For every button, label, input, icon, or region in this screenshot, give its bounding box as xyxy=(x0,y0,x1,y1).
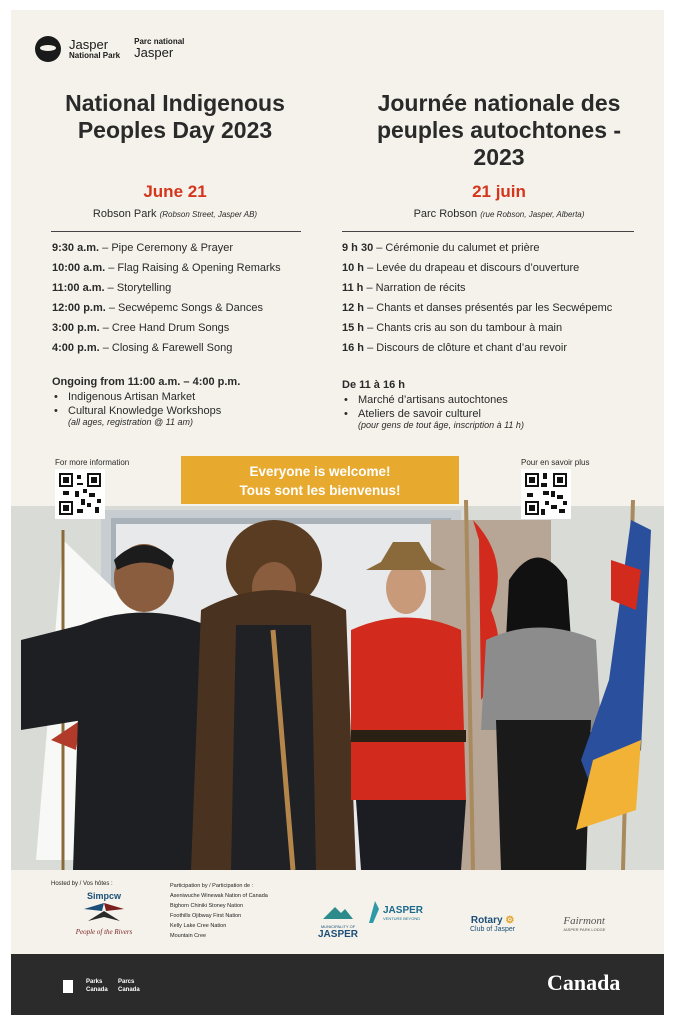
participant: Foothills Ojibway First Nation xyxy=(170,913,242,919)
hosts-label: Hosted by / Vos hôtes : xyxy=(51,881,113,887)
ongoing-heading: Ongoing from 11:00 a.m. – 4:00 p.m. xyxy=(52,376,241,388)
schedule-event: – Chants cris au son du tambour à main xyxy=(364,322,563,334)
participant: Aseniwuche Winewak Nation of Canada xyxy=(170,893,268,899)
schedule-item xyxy=(52,261,281,281)
schedule-time: 11:00 a.m. xyxy=(52,282,105,294)
title-en: National Indigenous Peoples Day 2023 xyxy=(65,90,285,143)
schedule-event: – Pipe Ceremony & Prayer xyxy=(99,242,233,254)
fairmont-logo xyxy=(563,915,605,932)
date-fr: 21 juin xyxy=(472,182,526,201)
more-info-fr: Pour en savoir plus xyxy=(521,458,590,467)
schedule-event: – Storytelling xyxy=(104,282,172,294)
schedule-fr xyxy=(342,241,612,361)
simpcw-tagline: People of the Rivers xyxy=(75,928,133,936)
participant: Bighorn Chiniki Stoney Nation xyxy=(170,903,244,909)
schedule-item xyxy=(342,261,612,281)
parks-canada-en: Parks Canada xyxy=(86,979,108,993)
municipality-logo xyxy=(318,905,358,940)
rotary-wheel-icon: ⚙ xyxy=(505,915,515,926)
schedule-time: 12 h xyxy=(342,302,365,314)
schedule-event: – Discours de clôture et chant d’au revoir xyxy=(364,342,568,354)
jasper-national-park-logo xyxy=(35,36,184,62)
municipality-name: JASPER xyxy=(318,929,359,940)
participants xyxy=(170,881,268,941)
schedule-event: – Cérémonie du calumet et prière xyxy=(373,242,540,254)
schedule-item xyxy=(52,341,281,361)
rotary-sub: Club of Jasper xyxy=(470,926,516,933)
tourism-name: JASPER xyxy=(383,905,424,916)
schedule-item xyxy=(342,241,612,261)
ongoing-heading: De 11 à 16 h xyxy=(342,379,405,391)
schedule-item xyxy=(342,281,612,301)
feather-icon xyxy=(74,901,134,923)
divider-fr xyxy=(342,231,634,232)
schedule-time: 9:30 a.m. xyxy=(52,242,100,254)
location-en xyxy=(25,208,325,220)
schedule-time: 12:00 p.m. xyxy=(52,302,106,314)
schedule-time: 3:00 p.m. xyxy=(52,322,100,334)
location-en-detail: (Robson Street, Jasper AB) xyxy=(159,210,258,219)
fairmont-sub: JASPER PARK LODGE xyxy=(563,927,606,932)
rotary-name: Rotary xyxy=(470,915,503,926)
schedule-event: – Narration de récits xyxy=(363,282,466,294)
schedule-event: – Chants et danses présentés par les Secwépemc xyxy=(364,302,613,314)
ongoing-item: • Cultural Knowledge Workshops xyxy=(52,405,240,417)
municipality-sub: MUNICIPALITY OF xyxy=(320,924,356,929)
ongoing-item: • Indigenous Artisan Market xyxy=(52,391,240,403)
schedule-time: 10 h xyxy=(342,262,365,274)
participation-label: Participation by / Participation de : xyxy=(170,883,254,889)
participant: Kelly Lake Cree Nation xyxy=(170,923,227,929)
ongoing-note: (pour gens de tout âge, inscription à 11 h) xyxy=(358,420,524,430)
date-en: June 21 xyxy=(143,182,207,201)
welcome-fr: Tous sont les bienvenus! xyxy=(239,483,401,498)
schedule-item xyxy=(342,301,612,321)
divider-en xyxy=(51,231,301,232)
logo-en-name: Jasper xyxy=(69,36,109,52)
parks-canada-signature xyxy=(58,978,146,994)
simpcw-name: Simpcw xyxy=(86,891,121,901)
schedule-time: 16 h xyxy=(342,342,365,354)
parks-beaver-icon xyxy=(35,36,61,62)
schedule-item xyxy=(52,321,281,341)
more-info-en: For more information xyxy=(55,458,130,467)
schedule-event: – Levée du drapeau et discours d’ouverture xyxy=(364,262,580,274)
schedule-event: – Closing & Farewell Song xyxy=(99,342,233,354)
schedule-item xyxy=(342,341,612,361)
schedule-event: – Secwépemc Songs & Dances xyxy=(105,302,263,314)
qr-icon xyxy=(57,471,103,517)
canada-flag-icon xyxy=(58,980,78,993)
location-en-name: Robson Park xyxy=(92,208,157,220)
location-fr-detail: (rue Robson, Jasper, Alberta) xyxy=(480,210,585,219)
fairmont-name: Fairmont xyxy=(563,915,605,927)
location-fr xyxy=(349,208,649,220)
qr-code-en[interactable] xyxy=(55,469,105,519)
hosts-section xyxy=(11,877,664,955)
tourism-mark-icon xyxy=(367,901,381,923)
mountain-icon xyxy=(323,905,353,919)
logo-fr-sub: Parc national xyxy=(134,36,185,46)
logo-en-sub: National Park xyxy=(69,50,121,60)
schedule-item xyxy=(342,321,612,341)
event-photo xyxy=(11,500,664,870)
simpcw-logo xyxy=(59,891,149,936)
title-fr: Journée nationale des peuples autochtones - 2023 xyxy=(376,90,622,170)
schedule-item xyxy=(52,301,281,321)
ongoing-en xyxy=(52,376,240,427)
welcome-banner xyxy=(181,456,459,504)
footer xyxy=(11,954,664,1015)
poster xyxy=(11,10,664,1015)
schedule-time: 11 h xyxy=(342,282,364,294)
qr-icon xyxy=(523,471,569,517)
participant: Mountain Cree xyxy=(170,933,207,939)
welcome-en: Everyone is welcome! xyxy=(249,464,391,479)
ongoing-item: • Marché d’artisans autochtones xyxy=(342,394,524,406)
schedule-event: – Cree Hand Drum Songs xyxy=(99,322,230,334)
logo-fr-name: Jasper xyxy=(134,45,174,61)
tourism-jasper-logo xyxy=(383,905,423,921)
parks-canada-fr: Parcs Canada xyxy=(118,979,140,993)
location-fr-name: Parc Robson xyxy=(413,208,478,220)
qr-code-fr[interactable] xyxy=(521,469,571,519)
schedule-item xyxy=(52,281,281,301)
ongoing-item: • Ateliers de savoir culturel xyxy=(342,408,524,420)
tourism-sub: VENTURE BEYOND xyxy=(383,916,421,921)
ongoing-fr xyxy=(342,379,524,430)
schedule-item xyxy=(52,241,281,261)
schedule-event: – Flag Raising & Opening Remarks xyxy=(105,262,281,274)
canada-wordmark: Canada xyxy=(547,970,621,995)
schedule-time: 10:00 a.m. xyxy=(52,262,106,274)
schedule-time: 15 h xyxy=(342,322,365,334)
schedule-time: 4:00 p.m. xyxy=(52,342,100,354)
schedule-time: 9 h 30 xyxy=(342,242,374,254)
ongoing-note: (all ages, registration @ 11 am) xyxy=(68,417,194,427)
schedule-en xyxy=(52,241,281,361)
rotary-logo xyxy=(470,915,515,933)
